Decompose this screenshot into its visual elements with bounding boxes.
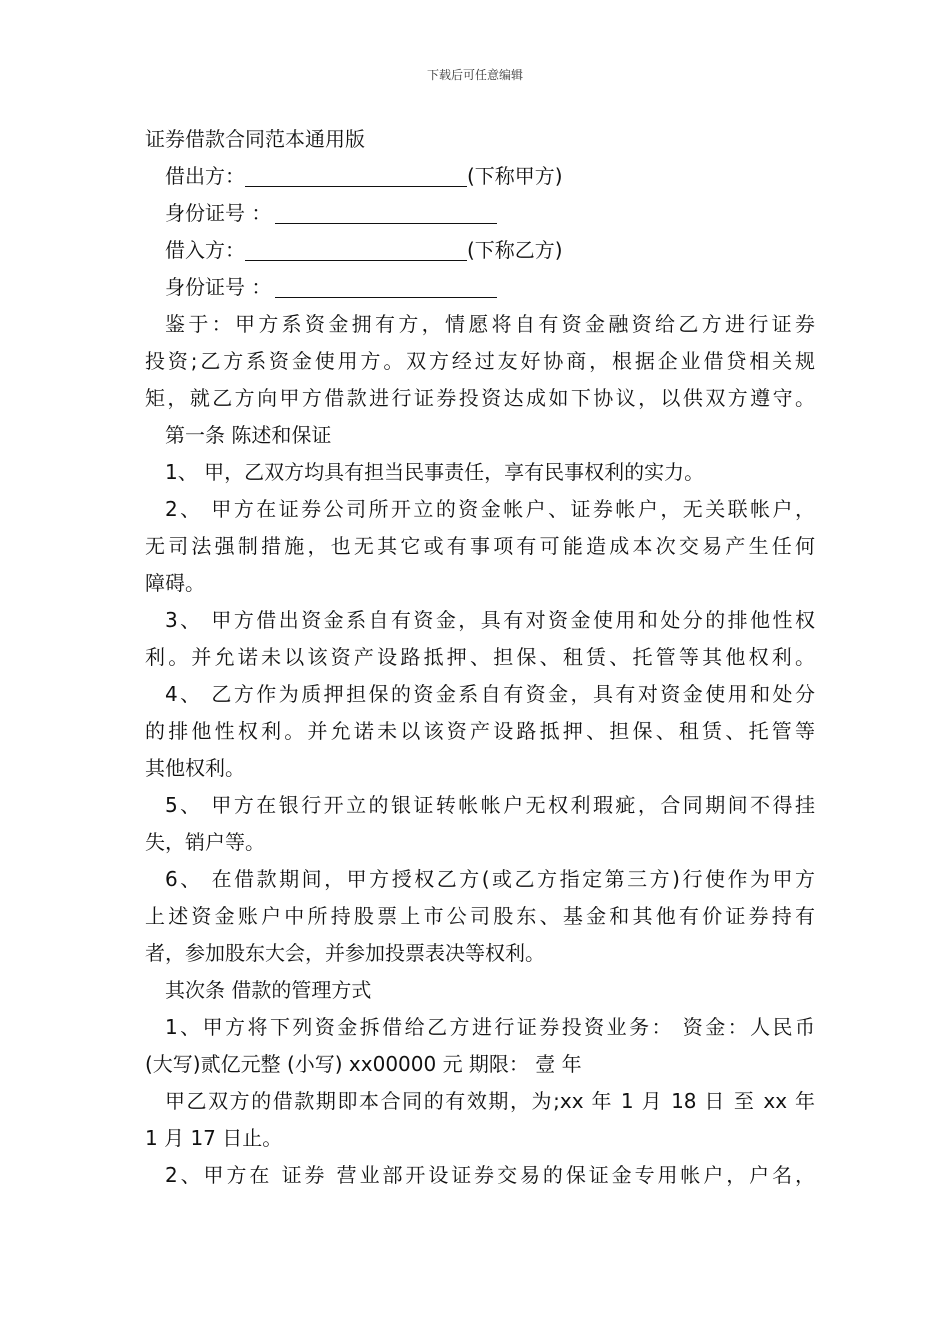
clause-2-1: 1、甲方将下列资金拆借给乙方进行证券投资业务： 资金：人民币	[165, 1015, 815, 1039]
clause-4: 4、 乙方作为质押担保的资金系自有资金，具有对资金使用和处分	[165, 682, 815, 706]
body-line: 1 月 17 日止。	[145, 1126, 283, 1150]
lender-label: 借出方：	[165, 164, 245, 188]
document-body	[145, 121, 815, 1194]
id-blank-1	[275, 201, 497, 224]
id-line-1	[145, 195, 815, 232]
body-line: 者，参加股东大会，并参加投票表决等权利。	[145, 941, 545, 965]
body-line: 障碍。	[145, 571, 205, 595]
body-line: 的排他性权利。并允诺未以该资产设路抵押、担保、租赁、托管等	[145, 719, 815, 743]
body-line: 利。并允诺未以该资产设路抵押、担保、租赁、托管等其他权利。	[145, 645, 815, 669]
borrower-line	[145, 232, 815, 269]
section-heading-1: 第一条 陈述和保证	[165, 423, 332, 447]
lender-line	[145, 158, 815, 195]
section-heading-2: 其次条 借款的管理方式	[165, 978, 372, 1002]
clause-6: 6、 在借款期间，甲方授权乙方(或乙方指定第三方)行使作为甲方	[165, 867, 815, 891]
id-label-2: 身份证号 ：	[165, 275, 272, 299]
body-line: 失，销户等。	[145, 830, 265, 854]
body-line: 其他权利。	[145, 756, 245, 780]
lender-blank	[245, 164, 467, 187]
id-blank-2	[275, 275, 497, 298]
document-title: 证券借款合同范本通用版	[145, 127, 365, 151]
clause-2: 2、 甲方在证券公司所开立的资金帐户、证券帐户，无关联帐户，	[165, 497, 815, 521]
body-line: 无司法强制措施，也无其它或有事项有可能造成本次交易产生任何	[145, 534, 815, 558]
lender-suffix: (下称甲方)	[467, 164, 563, 188]
clause-2-2: 2、甲方在 证券 营业部开设证券交易的保证金专用帐户，户名，	[165, 1163, 815, 1187]
body-line: 矩，就乙方向甲方借款进行证券投资达成如下协议，以供双方遵守。	[145, 386, 815, 410]
body-line: 投资;乙方系资金使用方。双方经过友好协商，根据企业借贷相关规	[145, 349, 815, 373]
clause-1: 1、 甲，乙双方均具有担当民事责任，享有民事权利的实力。	[165, 460, 705, 484]
borrower-suffix: (下称乙方)	[467, 238, 563, 262]
id-line-2	[145, 269, 815, 306]
id-label-1: 身份证号 ：	[165, 201, 272, 225]
body-line: 上述资金账户中所持股票上市公司股东、基金和其他有价证券持有	[145, 904, 815, 928]
clause-3: 3、 甲方借出资金系自有资金，具有对资金使用和处分的排他性权	[165, 608, 815, 632]
body-line: 甲乙双方的借款期即本合同的有效期，为;xx 年 1 月 18 日 至 xx 年	[165, 1089, 815, 1113]
borrower-label: 借入方：	[165, 238, 245, 262]
page-header-note: 下载后可任意编辑	[426, 68, 523, 82]
body-line: (大写)贰亿元整 (小写) xx00000 元 期限： 壹 年	[145, 1052, 582, 1076]
borrower-blank	[245, 238, 467, 261]
body-line: 鉴于：甲方系资金拥有方，情愿将自有资金融资给乙方进行证券	[165, 312, 815, 336]
clause-5: 5、 甲方在银行开立的银证转帐帐户无权利瑕疵，合同期间不得挂	[165, 793, 815, 817]
